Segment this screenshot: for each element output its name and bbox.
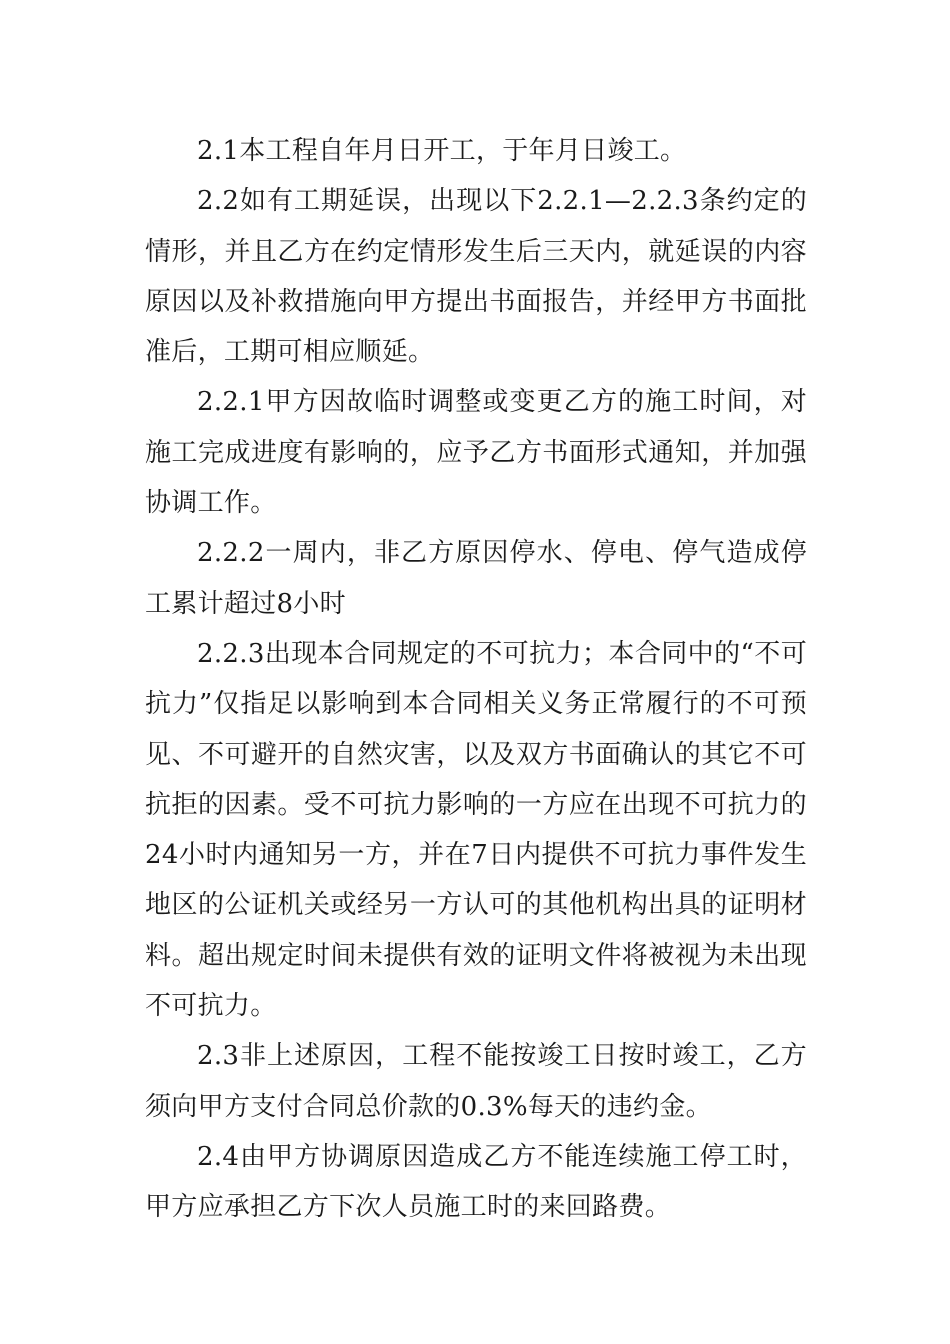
clause-2-1: 2.1本工程自年月日开工，于年月日竣工。 <box>197 136 687 166</box>
clause-2-2-2: 2.2.2一周内，非乙方原因停水、停电、停气造成停工累计超过8小时 <box>145 538 807 619</box>
document-body <box>145 126 807 1233</box>
clause-2-2-1: 2.2.1甲方因故临时调整或变更乙方的施工时间，对施工完成进度有影响的，应予乙方书面形式通知，并加强协调工作。 <box>145 387 807 519</box>
clause-2-4: 2.4由甲方协调原因造成乙方不能连续施工停工时，甲方应承担乙方下次人员施工时的来回路费。 <box>145 1141 807 1223</box>
clause-2-2-3: 2.2.3出现本合同规定的不可抗力；本合同中的“不可抗力”仅指足以影响到本合同相关义务正常履行的不可预见、不可避开的自然灾害，以及双方书面确认的其它不可抗拒的因素。受不可抗力影响的一方应在出现不可抗力的24小时内通知另一方，并在7日内提供不可抗力事件发生地区的公证机关或经另一方认可的其他机构出具的证明材料。超出规定时间未提供有效的证明文件将被视为未出现不可抗力。 <box>145 638 807 1022</box>
clause-2-3: 2.3非上述原因，工程不能按竣工日按时竣工，乙方须向甲方支付合同总价款的0.3%每天的违约金。 <box>145 1041 807 1122</box>
clause-2-2: 2.2如有工期延误，出现以下2.2.1—2.2.3条约定的情形，并且乙方在约定情形发生后三天内，就延误的内容原因以及补救措施向甲方提出书面报告，并经甲方书面批准后，工期可相应顺延。 <box>145 186 807 368</box>
